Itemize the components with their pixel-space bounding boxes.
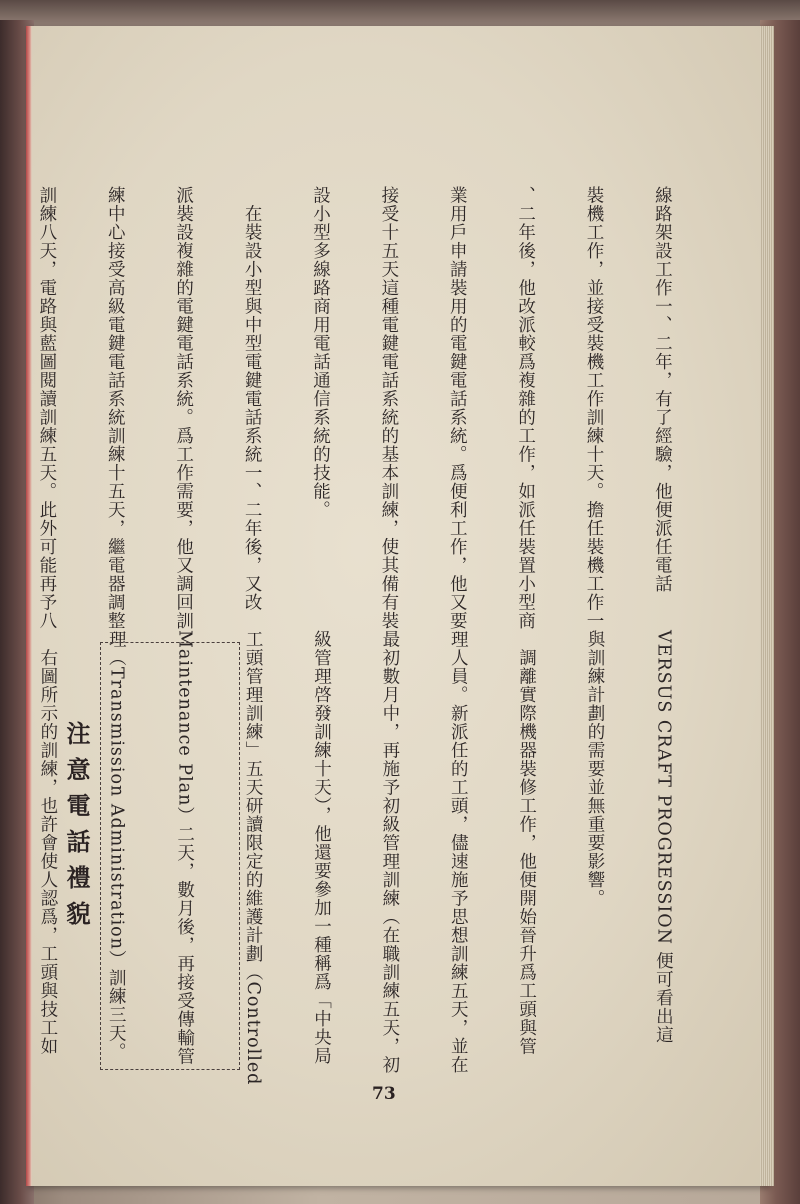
text-line: 最初數月中，再施予初級管理訓練（在職訓練五天，初 <box>379 630 400 1074</box>
text-line: 練中心接受高級電鍵電話系統訓練十五天，繼電器調整 <box>105 186 126 630</box>
text-line: 設小型多線路商用電話通信系統的技能。 <box>310 186 331 519</box>
text-line: Maintenance Plan）二天，數月後，再接受傳輸管 <box>174 630 195 1066</box>
text-line: 與訓練計劃的需要並無重要影響。 <box>585 630 606 908</box>
text-line: 工頭管理訓練」五天研讀限定的維護計劃（Controlled <box>243 630 264 1086</box>
page-stack-edge <box>760 26 774 1186</box>
text-line: 在裝設小型與中型電鍵電話系統一、二年後，又改 <box>242 186 263 612</box>
text-line: 理人員。新派任的工頭，儘速施予思想訓練五天，並在 <box>448 630 469 1074</box>
upper-text-column <box>36 186 719 630</box>
text-line: 訓練八天，電路與藍圖閱讀訓練五天。此外可能再予八 <box>36 186 57 630</box>
text-line: 調離實際機器裝修工作，他便開始晉升爲工頭與管 <box>516 630 537 1056</box>
text-line: VERSUS CRAFT PROGRESSION 便可看出這 <box>653 630 674 1044</box>
page-number: 73 <box>372 1084 396 1104</box>
text-line: 級管理啓發訓練十天），他還要參加一種稱爲「中央局 <box>311 630 332 1066</box>
text-line: 線路架設工作一、二年，有了經驗，他便派任電話 <box>652 186 673 593</box>
text-line: 右圖所示的訓練，也許會使人認爲，工頭與技工如 <box>37 630 58 1056</box>
text-line: 業用戶申請裝用的電鍵電話系統。爲便利工作，他又要 <box>447 186 468 630</box>
notice-line-courtesy: 注意電話禮貌 <box>62 721 91 937</box>
text-line: 裝機工作，並接受裝機工作訓練十天。擔任裝機工作一 <box>584 186 605 630</box>
text-line: 派裝設複雜的電鍵電話系統。爲工作需要，他又調回訓 <box>173 186 194 630</box>
courtesy-notice-box <box>62 642 240 1070</box>
text-line: 接受十五天這種電鍵電話系統的基本訓練，使其備有裝 <box>378 186 399 630</box>
text-line: 、二年後，他改派較爲複雜的工作，如派任裝置小型商 <box>515 186 536 630</box>
text-line: 理（Transmission Administration）訓練三天。 <box>106 630 127 1061</box>
